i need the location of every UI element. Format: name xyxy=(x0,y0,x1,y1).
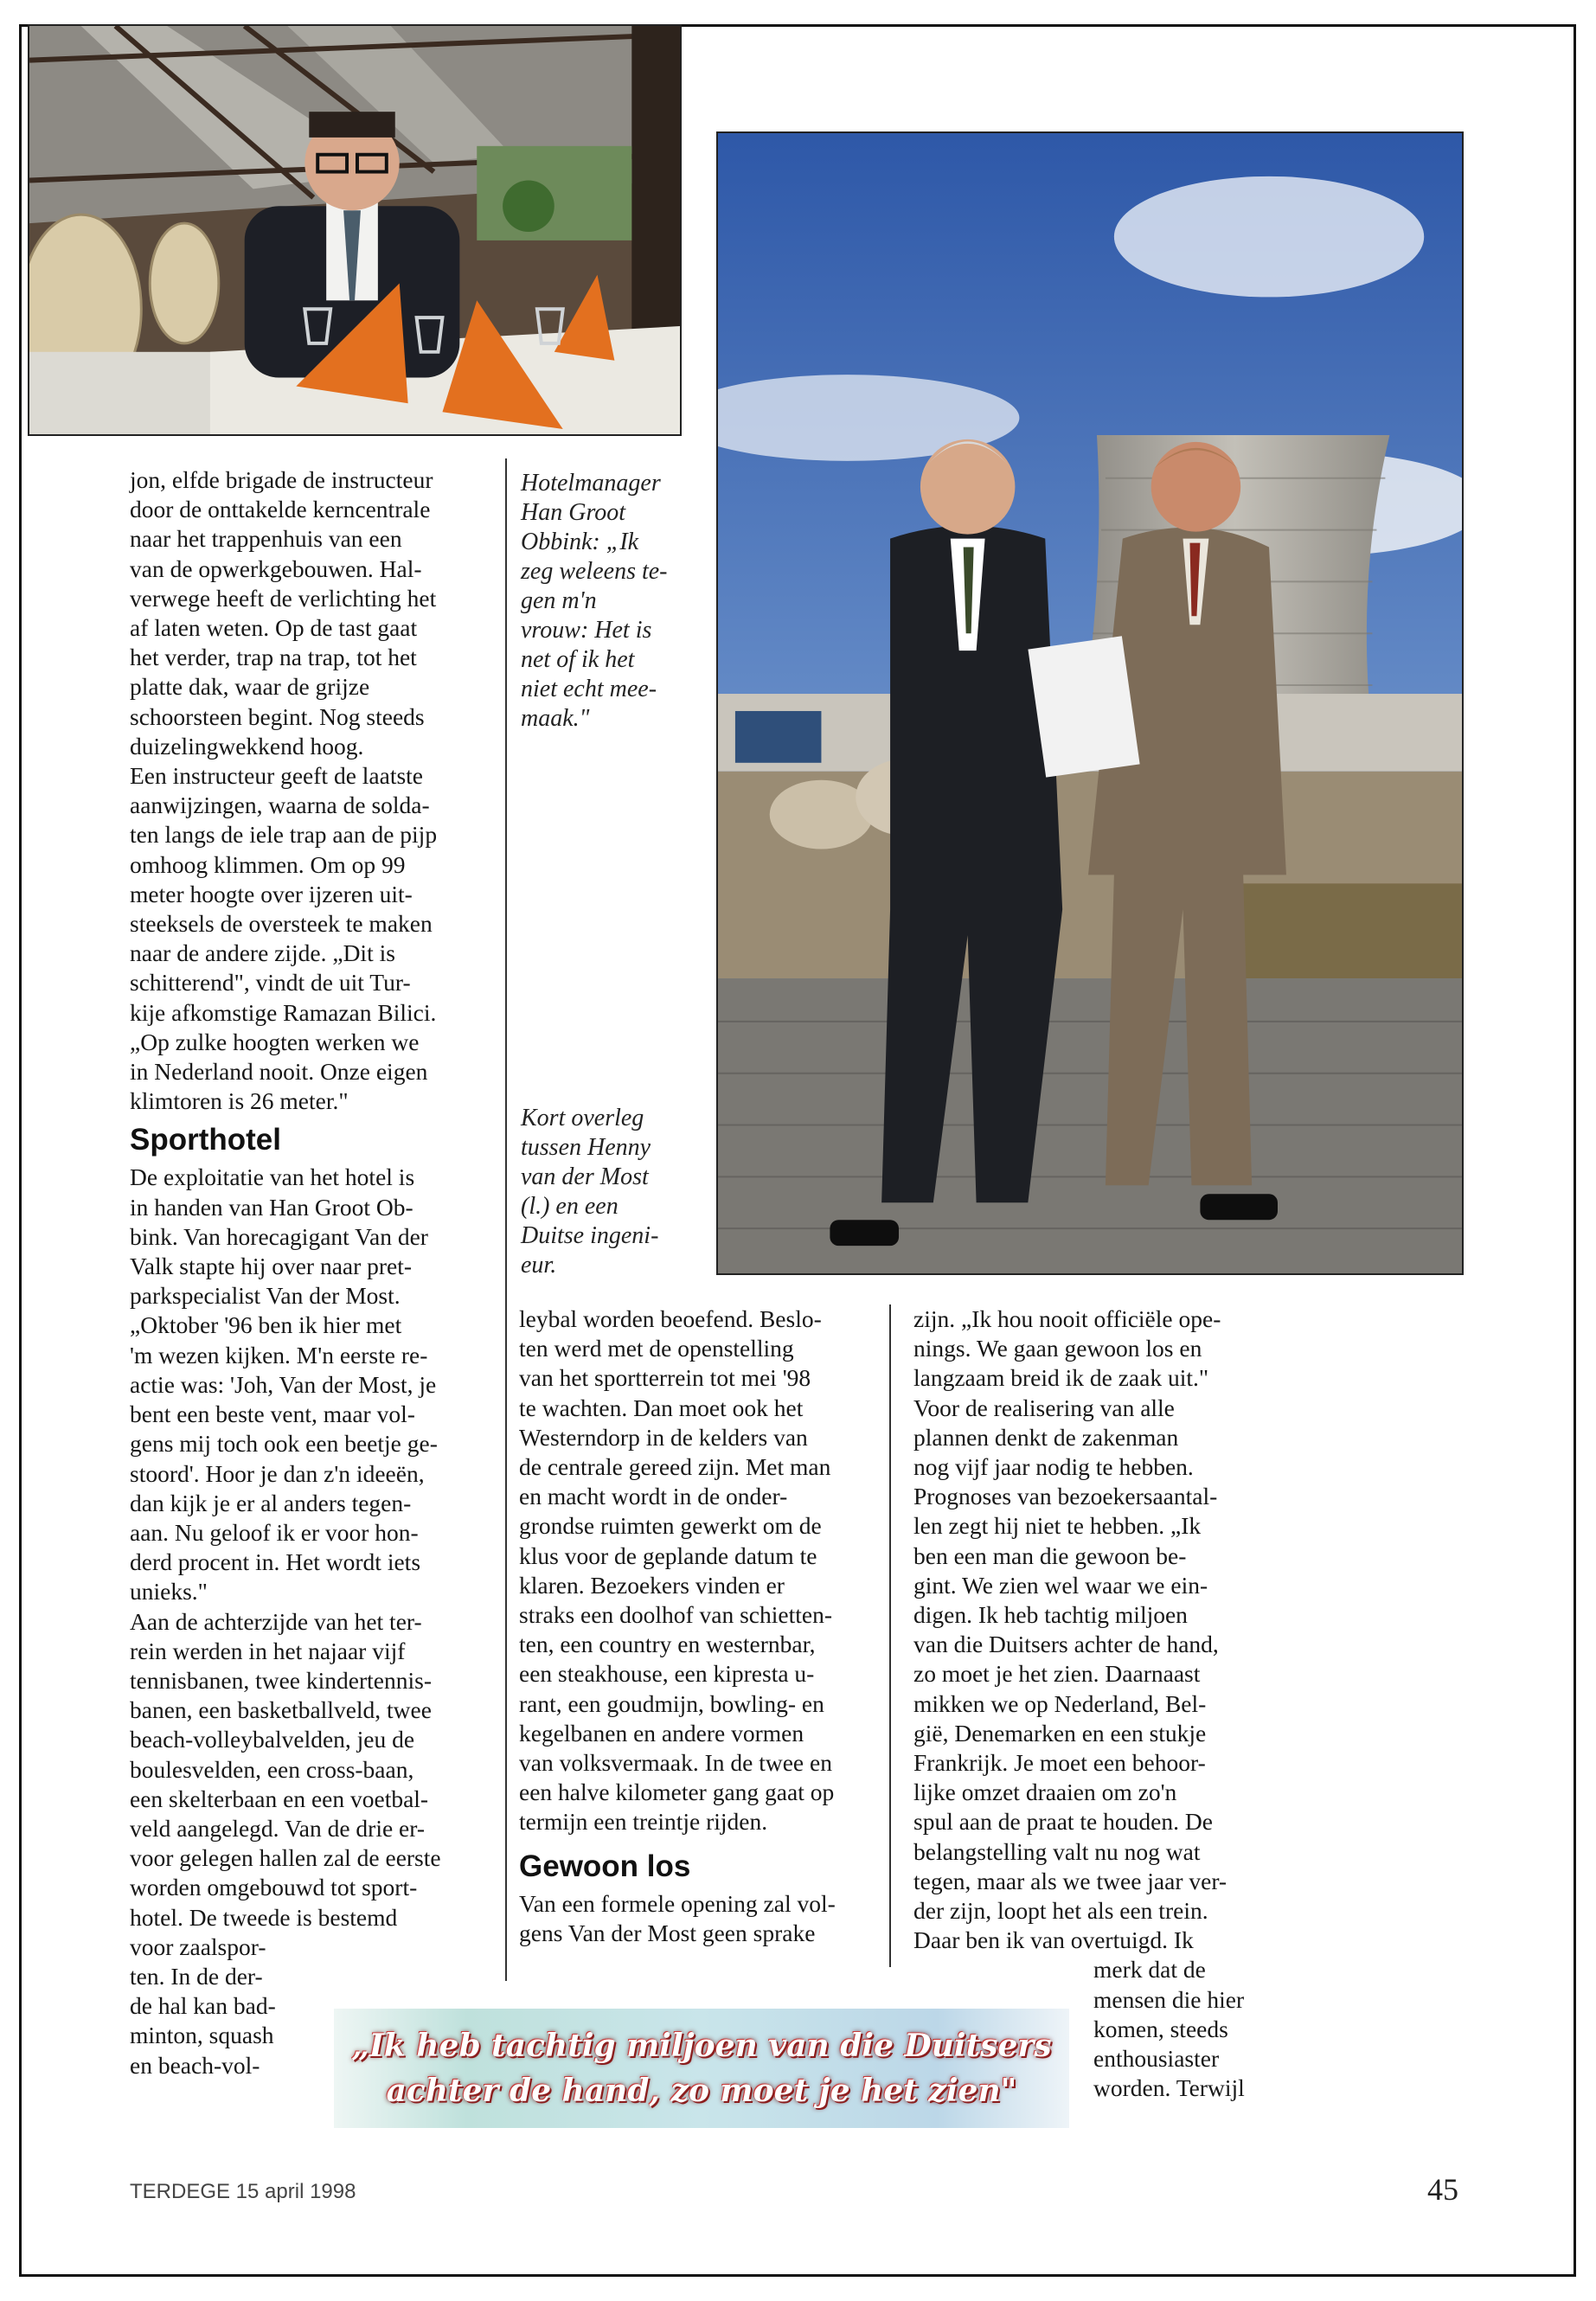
col3-paragraph-1: zijn. „Ik hou nooit officiële ope- nings. We gaan gewoon los en langzaam breid ik de zaak uit." Voor de realisering van alle plannen denkt de zakenman nog vijf jaar nodig te hebben. Prognoses van bezoekersaantal- len zegt hij niet te hebben. „Ik ben een man die gewoon be- gint. We zien wel waar we ein- digen. Ik heb tachtig miljoen van die Duitsers achter de hand, zo moet je het zien. Daarnaast mikken we op Nederland, Bel- gië, Denemarken en een stukje Frankrijk. Je moet een behoor- lijke omzet draaien om zo'n spul aan de praat te houden. De belangstelling valt nu nog wat tegen, maar als we twee jaar ver- der zijn, loopt het als een trein. Daar ben ik van overtuigd. Ik xyxy=(913,1305,1227,1954)
col1-paragraph-2: Een instructeur geeft de laatste aanwijzingen, waarna de solda- ten langs de iele trap aan de pijp omhoog klimmen. Om op 99 meter hoogte over ijzeren uit- steeksels de oversteek te maken naar de andere zijde. „Dit is schitterend", vindt de uit Tur- kije afkomstige Ramazan Bilici. „Op zulke hoogten werken we in Nederland nooit. Onze eigen klimtoren is 26 meter." xyxy=(130,762,438,1115)
cooling-tower-photo-illustration xyxy=(718,133,1462,1273)
col2-paragraph-1: leybal worden beoefend. Beslo- ten werd met de openstelling van het sportterrein tot mei '98 te wachten. Dan moet ook het Westerndorp in de kelders van de centrale gereed zijn. Met man en macht wordt in de onder- grondse ruimten gewerkt om de klus voor de geplande datum te klaren. Bezoekers vinden er straks een doolhof van schietten- ten, een country en westernbar, een steakhouse, een kipresta u- rant, een goudmijn, bowling- en kegelbanen en andere vormen van volksvermaak. In de twee en een halve kilometer gang gaat op termijn een treintje rijden. xyxy=(519,1305,835,1836)
column-rule-2 xyxy=(889,1304,891,1967)
col3-paragraph-2: merk dat de mensen die hier komen, steeds enthousiaster worden. Terwijl xyxy=(1093,1956,1245,2102)
col1-paragraph-4: Aan de achterzijde van het ter- rein werden in het najaar vijf tennisbanen, twee kindertennis- banen, een basketballveld, twee beach-volleybalvelden, jeu de boulesvelden, een cross-baan, een skelterbaan en een voetbal- veld aangelegd. Van de drie er- voor gelegen hallen zal de eerste worden omgebouwd tot sport- hotel. De tweede is bestemd voor zaalspor- ten. In de der- de hal kan bad- minton, squash en beach-vol- xyxy=(130,1607,441,2079)
caption-hotelmanager: Hotelmanager Han Groot Obbink: „Ik zeg weleens te- gen m'n vrouw: Het is net of ik het niet echt mee- maak." xyxy=(521,470,668,732)
col1-paragraph-3: De exploitatie van het hotel is in handen van Han Groot Ob- bink. Van horecagigant Van der Valk stapte hij over naar pret- parkspecialist Van der Most. „Oktober '96 ben ik hier met 'm wezen kijken. M'n eerste re- actie was: 'Joh, Van der Most, je bent een beste vent, maar vol- gens mij toch ook een beetje ge- stoord'. Hoor je dan z'n ideeën, dan kijk je er al anders tegen- aan. Nu geloof ik er voor hon- derd procent in. Het wordt iets unieks." xyxy=(130,1163,438,1606)
footer-publication: TERDEGE 15 april 1998 xyxy=(130,2180,356,2203)
article-column-2 xyxy=(519,1304,882,1948)
cooling-tower-photo xyxy=(716,131,1464,1275)
column-rule-1 xyxy=(505,458,507,1981)
restaurant-photo xyxy=(28,24,682,436)
article-column-3 xyxy=(913,1304,1277,2103)
footer-page-number: 45 xyxy=(1427,2172,1458,2207)
article-column-1 xyxy=(130,465,500,2080)
pull-quote-text: „Ik heb tachtig miljoen van die Duitsers achter de hand, zo moet je het zien" xyxy=(351,2028,1052,2109)
col1-paragraph-1: jon, elfde brigade de instructeur door de onttakelde kerncentrale naar het trappenhuis van een van de opwerkgebouwen. Hal- verwege heeft de verlichting het af laten weten. Op de tast gaat het verder, trap na trap, tot het platte dak, waar de grijze schoorsteen begint. Nog steeds duizelingwekkend hoog. xyxy=(130,466,437,760)
col2-paragraph-2: Van een formele opening zal vol- gens Van der Most geen sprake xyxy=(519,1889,836,1946)
caption-overleg: Kort overleg tussen Henny van der Most (l.) en een Duitse ingeni- eur. xyxy=(521,1105,659,1279)
section-heading-sporthotel: Sporthotel xyxy=(130,1123,281,1157)
section-heading-gewoon-los: Gewoon los xyxy=(519,1849,691,1883)
restaurant-photo-illustration xyxy=(29,26,680,434)
pull-quote-box xyxy=(334,2009,1069,2128)
